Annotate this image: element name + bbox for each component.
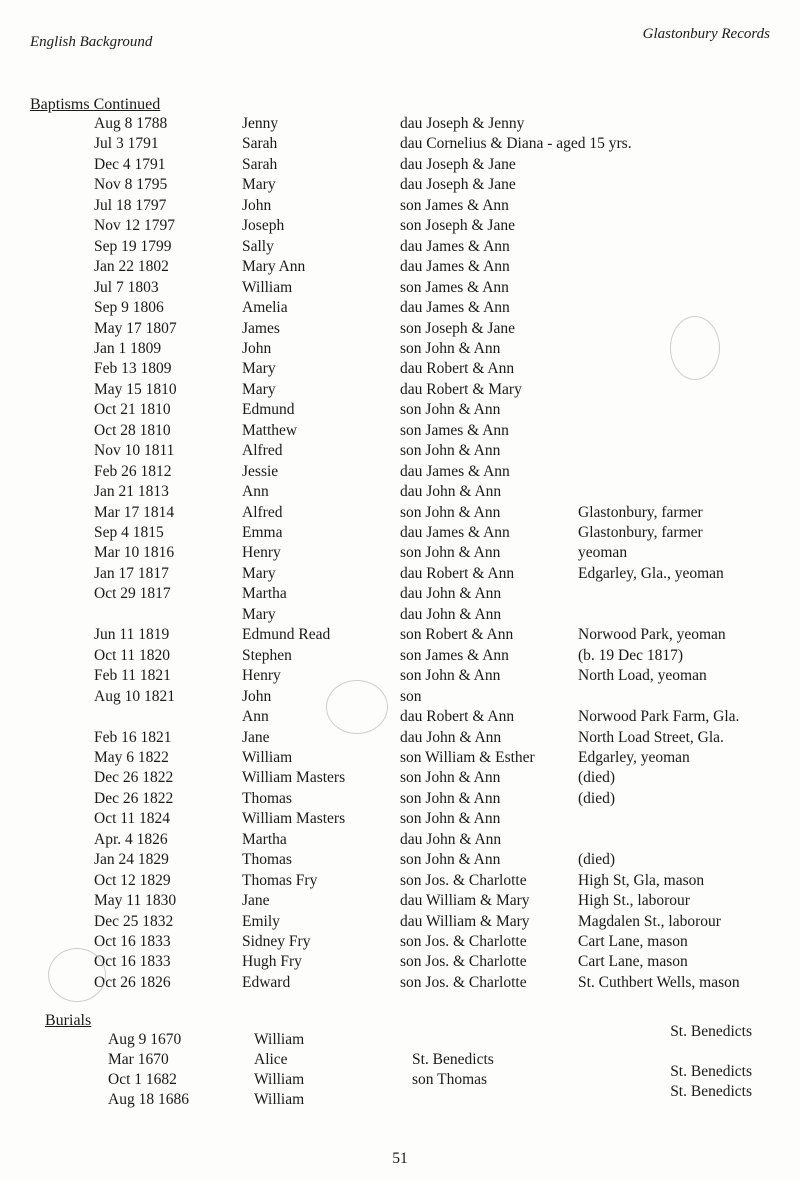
baptism-row bbox=[0, 196, 800, 216]
baptism-note: Cart Lane, mason bbox=[578, 933, 688, 950]
baptism-note: (died) bbox=[578, 790, 616, 807]
baptism-name: Jane bbox=[242, 729, 270, 746]
baptism-date: May 17 1807 bbox=[94, 320, 177, 337]
header-right: Glastonbury Records bbox=[642, 26, 770, 42]
baptism-relation: dau Cornelius & Diana - aged 15 yrs. bbox=[400, 135, 632, 152]
baptism-name: Jessie bbox=[242, 463, 279, 480]
baptism-relation: dau Robert & Ann bbox=[400, 360, 515, 377]
baptism-date: Jan 21 1813 bbox=[94, 483, 169, 500]
baptism-name: William Masters bbox=[242, 769, 346, 786]
burial-name: William bbox=[254, 1091, 305, 1108]
baptism-name: Mary bbox=[242, 360, 276, 377]
baptism-relation: dau John & Ann bbox=[400, 831, 502, 848]
baptism-relation: son John & Ann bbox=[400, 667, 501, 684]
baptism-note: Norwood Park Farm, Gla. bbox=[578, 708, 740, 725]
burial-name: William bbox=[254, 1031, 305, 1048]
baptism-row bbox=[0, 564, 800, 584]
baptism-relation: son John & Ann bbox=[400, 340, 501, 357]
baptism-row bbox=[0, 605, 800, 625]
baptism-row bbox=[0, 237, 800, 257]
baptism-row bbox=[0, 973, 800, 993]
baptism-name: Mary bbox=[242, 176, 276, 193]
baptism-note: North Load, yeoman bbox=[578, 667, 707, 684]
baptism-relation: son Jos. & Charlotte bbox=[400, 933, 527, 950]
baptism-date: Oct 21 1810 bbox=[94, 401, 171, 418]
baptism-name: Jane bbox=[242, 892, 270, 909]
smudge-mark bbox=[670, 316, 720, 380]
burial-date: Mar 1670 bbox=[108, 1051, 169, 1068]
baptism-row bbox=[0, 625, 800, 645]
baptism-name: William bbox=[242, 279, 293, 296]
baptism-date: Sep 9 1806 bbox=[94, 299, 164, 316]
baptism-row bbox=[0, 830, 800, 850]
baptism-name: Joseph bbox=[242, 217, 285, 234]
baptism-relation: dau John & Ann bbox=[400, 729, 502, 746]
burial-place: St. Benedicts bbox=[670, 1063, 752, 1080]
baptism-relation: son John & Ann bbox=[400, 769, 501, 786]
baptism-row bbox=[0, 134, 800, 154]
baptism-relation: son James & Ann bbox=[400, 422, 509, 439]
baptism-relation: son Jos. & Charlotte bbox=[400, 953, 527, 970]
baptism-relation: dau Joseph & Jane bbox=[400, 156, 516, 173]
baptism-date: Dec 26 1822 bbox=[94, 769, 174, 786]
baptism-note: Glastonbury, farmer bbox=[578, 524, 703, 541]
baptism-relation: son James & Ann bbox=[400, 647, 509, 664]
baptism-name: Mary bbox=[242, 606, 276, 623]
baptism-row bbox=[0, 482, 800, 502]
baptism-name: Edward bbox=[242, 974, 291, 991]
baptism-note: St. Cuthbert Wells, mason bbox=[578, 974, 740, 991]
burial-name: William bbox=[254, 1071, 305, 1088]
baptism-date: Aug 10 1821 bbox=[94, 688, 175, 705]
burial-relation: son Thomas bbox=[412, 1071, 488, 1088]
baptism-date: Nov 8 1795 bbox=[94, 176, 168, 193]
baptism-row bbox=[0, 400, 800, 420]
baptism-relation: son Joseph & Jane bbox=[400, 320, 515, 337]
baptism-name: Hugh Fry bbox=[242, 953, 302, 970]
baptism-date: Jul 7 1803 bbox=[94, 279, 159, 296]
baptism-date: Jan 17 1817 bbox=[94, 565, 169, 582]
baptism-date: Sep 19 1799 bbox=[94, 238, 172, 255]
burial-row bbox=[0, 1083, 800, 1110]
baptism-name: Emma bbox=[242, 524, 283, 541]
baptism-row bbox=[0, 891, 800, 911]
burial-date: Oct 1 1682 bbox=[108, 1071, 177, 1088]
baptism-row bbox=[0, 768, 800, 788]
baptism-date: Jul 18 1797 bbox=[94, 197, 167, 214]
baptism-date: Oct 28 1810 bbox=[94, 422, 171, 439]
baptism-name: Thomas Fry bbox=[242, 872, 318, 889]
burial-place: St. Benedicts bbox=[670, 1023, 752, 1040]
baptism-relation: dau James & Ann bbox=[400, 463, 510, 480]
baptism-note: (died) bbox=[578, 851, 616, 868]
burial-date: Aug 9 1670 bbox=[108, 1031, 182, 1048]
baptism-row bbox=[0, 523, 800, 543]
baptism-name: Amelia bbox=[242, 299, 288, 316]
baptism-row bbox=[0, 748, 800, 768]
baptism-date: May 6 1822 bbox=[94, 749, 169, 766]
burial-relation: St. Benedicts bbox=[412, 1051, 494, 1068]
baptism-relation: son John & Ann bbox=[400, 442, 501, 459]
baptism-row bbox=[0, 707, 800, 727]
baptism-row bbox=[0, 952, 800, 972]
baptism-row bbox=[0, 687, 800, 707]
baptism-date: Feb 16 1821 bbox=[94, 729, 172, 746]
baptism-row bbox=[0, 175, 800, 195]
baptism-date: Jan 1 1809 bbox=[94, 340, 162, 357]
baptism-note: Norwood Park, yeoman bbox=[578, 626, 726, 643]
baptism-note: (died) bbox=[578, 769, 616, 786]
baptism-date: Feb 11 1821 bbox=[94, 667, 171, 684]
baptism-row bbox=[0, 114, 800, 134]
baptism-date: Mar 10 1816 bbox=[94, 544, 175, 561]
baptism-row bbox=[0, 155, 800, 175]
baptism-relation: son James & Ann bbox=[400, 197, 509, 214]
baptism-name: Alfred bbox=[242, 442, 283, 459]
baptism-date: Nov 12 1797 bbox=[94, 217, 175, 234]
baptism-relation: son John & Ann bbox=[400, 401, 501, 418]
baptism-name: Sarah bbox=[242, 135, 278, 152]
baptism-relation: son Jos. & Charlotte bbox=[400, 872, 527, 889]
baptism-date: Oct 12 1829 bbox=[94, 872, 171, 889]
baptism-relation: dau John & Ann bbox=[400, 606, 502, 623]
baptism-row bbox=[0, 912, 800, 932]
baptism-name: Martha bbox=[242, 585, 287, 602]
burial-date: Aug 18 1686 bbox=[108, 1091, 189, 1108]
baptism-date: Mar 17 1814 bbox=[94, 504, 175, 521]
baptism-name: Ann bbox=[242, 483, 269, 500]
baptism-date: Feb 26 1812 bbox=[94, 463, 172, 480]
baptism-date: Feb 13 1809 bbox=[94, 360, 172, 377]
baptism-relation: son William & Esther bbox=[400, 749, 535, 766]
baptism-name: John bbox=[242, 340, 272, 357]
baptism-relation: dau John & Ann bbox=[400, 483, 502, 500]
baptism-date: May 11 1830 bbox=[94, 892, 177, 909]
baptism-row bbox=[0, 584, 800, 604]
baptism-relation: son Robert & Ann bbox=[400, 626, 514, 643]
baptism-row bbox=[0, 871, 800, 891]
baptism-date: Jan 22 1802 bbox=[94, 258, 169, 275]
baptism-name: Matthew bbox=[242, 422, 298, 439]
baptism-name: Sarah bbox=[242, 156, 278, 173]
baptism-date: Oct 26 1826 bbox=[94, 974, 171, 991]
baptism-name: William Masters bbox=[242, 810, 346, 827]
baptism-name: Jenny bbox=[242, 115, 279, 132]
baptism-relation: dau Robert & Ann bbox=[400, 708, 515, 725]
baptism-row bbox=[0, 298, 800, 318]
baptism-date: Nov 10 1811 bbox=[94, 442, 175, 459]
baptism-row bbox=[0, 216, 800, 236]
baptism-row bbox=[0, 462, 800, 482]
baptism-relation: son John & Ann bbox=[400, 790, 501, 807]
baptism-name: Edmund bbox=[242, 401, 295, 418]
baptism-name: Martha bbox=[242, 831, 287, 848]
baptism-name: Edmund Read bbox=[242, 626, 331, 643]
baptism-relation: son John & Ann bbox=[400, 851, 501, 868]
baptism-row bbox=[0, 543, 800, 563]
baptism-relation: dau William & Mary bbox=[400, 913, 530, 930]
baptism-name: Sidney Fry bbox=[242, 933, 311, 950]
baptism-relation: dau John & Ann bbox=[400, 585, 502, 602]
baptism-date: Sep 4 1815 bbox=[94, 524, 164, 541]
baptism-date: Jun 11 1819 bbox=[94, 626, 170, 643]
header-left: English Background bbox=[30, 34, 153, 50]
baptism-row bbox=[0, 789, 800, 809]
baptism-relation: dau James & Ann bbox=[400, 524, 510, 541]
baptism-note: (b. 19 Dec 1817) bbox=[578, 647, 684, 664]
baptism-date: Oct 16 1833 bbox=[94, 953, 171, 970]
baptism-name: Emily bbox=[242, 913, 280, 930]
baptism-name: Ann bbox=[242, 708, 269, 725]
baptism-name: John bbox=[242, 197, 272, 214]
baptism-relation: son James & Ann bbox=[400, 279, 509, 296]
baptism-note: yeoman bbox=[578, 544, 628, 561]
baptism-row bbox=[0, 441, 800, 461]
baptism-note: Cart Lane, mason bbox=[578, 953, 688, 970]
baptism-relation: dau Robert & Mary bbox=[400, 381, 522, 398]
smudge-mark bbox=[48, 948, 106, 1002]
baptism-date: Oct 11 1824 bbox=[94, 810, 171, 827]
baptism-name: Sally bbox=[242, 238, 274, 255]
baptism-relation: dau James & Ann bbox=[400, 258, 510, 275]
baptism-note: High St, Gla, mason bbox=[578, 872, 705, 889]
baptism-date: Apr. 4 1826 bbox=[94, 831, 168, 848]
burial-place: St. Benedicts bbox=[670, 1083, 752, 1100]
baptism-row bbox=[0, 646, 800, 666]
baptism-date: Jan 24 1829 bbox=[94, 851, 169, 868]
baptism-name: John bbox=[242, 688, 272, 705]
baptism-date: Dec 26 1822 bbox=[94, 790, 174, 807]
baptism-relation: son John & Ann bbox=[400, 810, 501, 827]
baptism-date: May 15 1810 bbox=[94, 381, 177, 398]
baptism-note: High St., laborour bbox=[578, 892, 690, 909]
baptism-name: Henry bbox=[242, 544, 281, 561]
baptism-row bbox=[0, 421, 800, 441]
baptism-relation: son John & Ann bbox=[400, 544, 501, 561]
burial-row bbox=[0, 1023, 800, 1050]
baptism-name: Alfred bbox=[242, 504, 283, 521]
baptism-row bbox=[0, 380, 800, 400]
baptism-date: Dec 4 1791 bbox=[94, 156, 166, 173]
baptism-name: Stephen bbox=[242, 647, 292, 664]
baptism-relation: dau James & Ann bbox=[400, 299, 510, 316]
baptism-name: Mary bbox=[242, 565, 276, 582]
baptism-relation: dau Joseph & Jane bbox=[400, 176, 516, 193]
burials-heading: Burials bbox=[45, 1012, 92, 1029]
baptism-date: Oct 29 1817 bbox=[94, 585, 171, 602]
baptism-relation: son John & Ann bbox=[400, 504, 501, 521]
baptism-name: Thomas bbox=[242, 790, 292, 807]
baptism-row bbox=[0, 728, 800, 748]
baptism-note: Edgarley, yeoman bbox=[578, 749, 690, 766]
baptism-relation: dau William & Mary bbox=[400, 892, 530, 909]
page-number: 51 bbox=[392, 1150, 408, 1167]
baptism-row bbox=[0, 850, 800, 870]
baptism-row bbox=[0, 278, 800, 298]
baptism-note: North Load Street, Gla. bbox=[578, 729, 724, 746]
baptism-relation: son bbox=[400, 688, 422, 705]
baptism-name: Mary Ann bbox=[242, 258, 306, 275]
baptism-relation: son Joseph & Jane bbox=[400, 217, 515, 234]
baptism-date: Oct 11 1820 bbox=[94, 647, 171, 664]
baptism-row bbox=[0, 257, 800, 277]
baptism-name: James bbox=[242, 320, 280, 337]
burial-name: Alice bbox=[254, 1051, 288, 1068]
baptism-relation: dau James & Ann bbox=[400, 238, 510, 255]
baptism-row bbox=[0, 666, 800, 686]
baptism-row bbox=[0, 809, 800, 829]
baptism-name: Henry bbox=[242, 667, 281, 684]
baptism-name: Thomas bbox=[242, 851, 292, 868]
baptism-date: Dec 25 1832 bbox=[94, 913, 174, 930]
baptism-row bbox=[0, 503, 800, 523]
baptism-note: Magdalen St., laborour bbox=[578, 913, 721, 930]
baptism-note: Edgarley, Gla., yeoman bbox=[578, 565, 724, 582]
baptism-date: Oct 16 1833 bbox=[94, 933, 171, 950]
baptism-name: Mary bbox=[242, 381, 276, 398]
baptism-relation: dau Robert & Ann bbox=[400, 565, 515, 582]
baptism-note: Glastonbury, farmer bbox=[578, 504, 703, 521]
baptism-relation: dau Joseph & Jenny bbox=[400, 115, 525, 132]
baptism-date: Jul 3 1791 bbox=[94, 135, 159, 152]
baptism-relation: son Jos. & Charlotte bbox=[400, 974, 527, 991]
baptism-row bbox=[0, 932, 800, 952]
baptism-name: William bbox=[242, 749, 293, 766]
baptism-date: Aug 8 1788 bbox=[94, 115, 168, 132]
smudge-mark bbox=[326, 680, 388, 734]
baptisms-heading: Baptisms Continued bbox=[30, 96, 161, 113]
